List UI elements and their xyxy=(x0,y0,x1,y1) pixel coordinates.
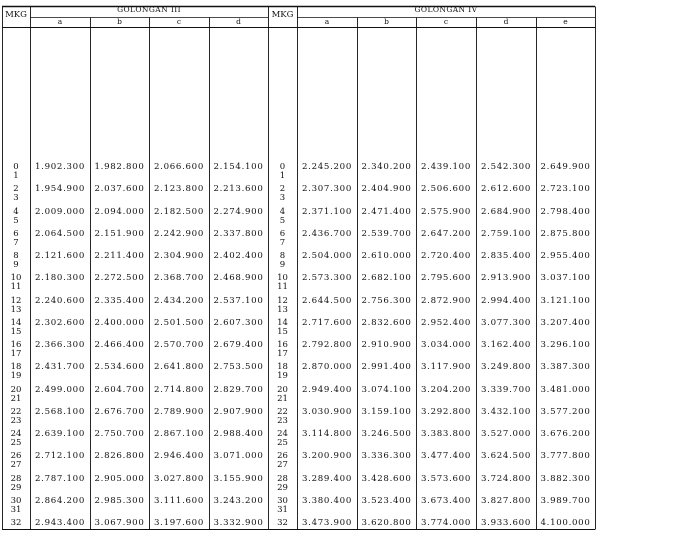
golongan-iii-title: GOLONGAN III xyxy=(117,5,181,14)
mkg-cell-right: 15 xyxy=(277,326,288,337)
salary-cell-g3: 2.907.900 xyxy=(213,406,264,417)
salary-cell-g3: 3.155.900 xyxy=(213,473,264,484)
salary-cell-g4: 3.114.800 xyxy=(301,429,353,439)
salary-cell-g4: 3.577.200 xyxy=(540,406,591,417)
salary-cell-g3: 2.750.700 xyxy=(94,429,145,439)
salary-cell-g3: 2.641.800 xyxy=(153,362,205,373)
mkg-cell-left: 11 xyxy=(10,282,22,293)
mkg-cell-right: 8 xyxy=(279,251,286,261)
salary-cell-g3: 2.789.900 xyxy=(153,406,205,417)
salary-cell-g3: 2.123.800 xyxy=(153,184,205,195)
salary-cell-g3: 3.332.900 xyxy=(213,518,264,528)
salary-cell-g3: 2.568.100 xyxy=(34,406,86,417)
mkg-cell-left: 0 xyxy=(13,162,19,172)
g4-col-a: a xyxy=(324,17,330,26)
mkg-cell-right: 24 xyxy=(277,429,288,439)
mkg-cell-left: 18 xyxy=(10,362,22,373)
salary-cell-g4: 3.933.600 xyxy=(480,518,532,528)
mkg-cell-right: 12 xyxy=(277,295,288,306)
mkg-cell-left: 19 xyxy=(10,371,22,382)
salary-cell-g3: 2.211.400 xyxy=(94,251,145,261)
salary-cell-g3: 2.714.800 xyxy=(153,384,205,395)
salary-cell-g3: 2.368.700 xyxy=(153,273,205,284)
salary-cell-g4: 3.387.300 xyxy=(540,362,591,373)
salary-cell-g4: 3.030.900 xyxy=(301,406,353,417)
salary-cell-g4: 2.307.300 xyxy=(301,184,353,195)
g4-col-d: d xyxy=(503,17,509,26)
salary-cell-g4: 3.204.200 xyxy=(420,384,472,395)
mkg-cell-right: 31 xyxy=(277,504,288,515)
salary-cell-g3: 3.243.200 xyxy=(213,495,264,506)
mkg-cell-left: 6 xyxy=(13,228,19,239)
salary-cell-g3: 2.066.600 xyxy=(153,162,205,172)
salary-cell-g4: 2.795.600 xyxy=(420,273,472,284)
salary-cell-g3: 2.867.100 xyxy=(153,429,205,439)
salary-cell-g4: 2.872.900 xyxy=(420,295,472,306)
mkg-cell-left: 9 xyxy=(13,260,19,270)
salary-cell-g4: 3.724.800 xyxy=(480,473,532,484)
salary-cell-g4: 3.162.400 xyxy=(480,340,532,350)
salary-cell-g4: 2.340.200 xyxy=(361,162,412,172)
mkg-cell-left: 29 xyxy=(10,482,22,493)
mkg-cell-right: 16 xyxy=(277,340,288,350)
salary-cell-g4: 2.682.100 xyxy=(361,273,412,284)
salary-cell-g4: 3.200.900 xyxy=(301,451,353,462)
g3-col-c: c xyxy=(176,17,182,26)
salary-cell-g4: 3.074.100 xyxy=(361,384,412,395)
salary-cell-g4: 2.756.300 xyxy=(361,295,412,306)
salary-cell-g3: 2.302.600 xyxy=(34,317,86,328)
salary-cell-g4: 3.383.800 xyxy=(420,429,472,439)
salary-cell-g4: 3.296.100 xyxy=(540,340,591,350)
salary-cell-g4: 3.428.600 xyxy=(361,473,412,484)
salary-cell-g4: 2.952.400 xyxy=(420,317,472,328)
salary-cell-g3: 2.468.900 xyxy=(213,273,264,284)
salary-cell-g4: 2.610.000 xyxy=(361,251,412,261)
salary-cell-g4: 3.676.200 xyxy=(540,429,591,439)
mkg-cell-right: 9 xyxy=(279,260,286,270)
salary-cell-g4: 3.207.400 xyxy=(540,317,591,328)
salary-cell-g3: 2.676.700 xyxy=(94,406,145,417)
salary-cell-g4: 2.875.800 xyxy=(540,228,591,239)
salary-cell-g3: 2.985.300 xyxy=(94,495,145,506)
salary-cell-g3: 2.434.200 xyxy=(153,295,205,306)
g3-col-a: a xyxy=(57,17,63,26)
mkg-cell-right: 13 xyxy=(277,304,288,315)
salary-cell-g4: 2.949.400 xyxy=(301,384,353,395)
mkg-cell-right: 32 xyxy=(277,518,288,528)
salary-cell-g4: 3.523.400 xyxy=(361,495,412,506)
salary-cell-g3: 2.337.800 xyxy=(213,228,264,239)
salary-cell-g4: 2.539.700 xyxy=(361,228,412,239)
salary-cell-g3: 2.905.000 xyxy=(94,473,145,484)
salary-cell-g3: 2.402.400 xyxy=(213,251,264,261)
mkg-cell-left: 7 xyxy=(13,237,19,248)
salary-cell-g3: 2.009.000 xyxy=(34,206,86,217)
salary-cell-g4: 3.777.800 xyxy=(540,451,591,462)
mkg-cell-left: 13 xyxy=(10,304,22,315)
mkg-cell-right: 1 xyxy=(279,171,286,181)
salary-cell-g3: 2.213.600 xyxy=(213,184,264,195)
salary-cell-g4: 3.477.400 xyxy=(420,451,472,462)
salary-cell-g4: 3.117.900 xyxy=(420,362,472,373)
salary-cell-g3: 2.242.900 xyxy=(153,228,205,239)
salary-cell-g3: 2.607.300 xyxy=(213,317,264,328)
mkg-cell-left: 20 xyxy=(10,384,22,395)
mkg-cell-left: 12 xyxy=(10,295,22,306)
salary-cell-g4: 2.717.600 xyxy=(301,317,353,328)
salary-cell-g3: 3.197.600 xyxy=(153,518,205,528)
mkg-cell-left: 32 xyxy=(10,518,22,528)
salary-cell-g4: 2.792.800 xyxy=(301,340,353,350)
salary-cell-g4: 3.573.600 xyxy=(420,473,472,484)
mkg-cell-left: 15 xyxy=(10,326,22,337)
mkg-cell-right: 4 xyxy=(279,206,286,217)
mkg-cell-right: 19 xyxy=(277,371,288,382)
mkg-cell-right: 2 xyxy=(279,184,286,195)
mkg-cell-right: 30 xyxy=(277,495,288,506)
salary-cell-g3: 2.988.400 xyxy=(213,429,264,439)
salary-cell-g3: 2.272.500 xyxy=(94,273,145,284)
mkg-cell-right: 10 xyxy=(277,273,288,284)
salary-cell-g3: 2.639.100 xyxy=(34,429,86,439)
salary-cell-g4: 2.504.000 xyxy=(301,251,353,261)
salary-cell-g3: 2.534.600 xyxy=(94,362,145,373)
salary-cell-g3: 2.712.100 xyxy=(34,451,86,462)
g4-col-b: b xyxy=(384,17,389,26)
mkg-cell-left: 10 xyxy=(10,273,22,284)
mkg-cell-right: 21 xyxy=(277,393,288,404)
mkg-cell-left: 26 xyxy=(10,451,22,462)
mkg-cell-right: 22 xyxy=(277,406,288,417)
mkg-cell-right: 18 xyxy=(277,362,288,373)
salary-cell-g3: 2.121.600 xyxy=(34,251,86,261)
salary-cell-g3: 1.954.900 xyxy=(34,184,86,195)
g4-col-e: e xyxy=(563,17,568,26)
salary-cell-g4: 2.870.000 xyxy=(301,362,353,373)
salary-cell-g3: 2.787.100 xyxy=(34,473,86,484)
salary-cell-g4: 2.471.400 xyxy=(361,206,412,217)
mkg-cell-left: 2 xyxy=(13,184,19,195)
mkg-cell-left: 28 xyxy=(10,473,22,484)
salary-cell-g4: 2.506.600 xyxy=(420,184,472,195)
salary-cell-g4: 2.439.100 xyxy=(420,162,472,172)
mkg-cell-left: 3 xyxy=(13,193,19,204)
salary-cell-g3: 2.151.900 xyxy=(94,228,145,239)
salary-cell-g3: 2.604.700 xyxy=(94,384,145,395)
mkg-cell-left: 1 xyxy=(13,171,19,181)
mkg-cell-left: 21 xyxy=(10,393,22,404)
salary-cell-g4: 3.481.000 xyxy=(540,384,591,395)
salary-cell-g3: 2.753.500 xyxy=(213,362,264,373)
salary-cell-g3: 2.501.500 xyxy=(153,317,205,328)
salary-cell-g4: 3.624.500 xyxy=(480,451,532,462)
salary-cell-g4: 2.612.600 xyxy=(480,184,532,195)
salary-cell-g4: 3.246.500 xyxy=(361,429,412,439)
salary-cell-g4: 2.723.100 xyxy=(540,184,591,195)
salary-cell-g3: 2.400.000 xyxy=(94,317,145,328)
mkg-cell-right: 14 xyxy=(277,317,288,328)
salary-cell-g4: 2.647.200 xyxy=(420,228,472,239)
salary-cell-g3: 2.240.600 xyxy=(34,295,86,306)
salary-cell-g3: 2.864.200 xyxy=(34,495,86,506)
salary-cell-g4: 3.289.400 xyxy=(301,473,353,484)
salary-cell-g4: 2.910.900 xyxy=(361,340,412,350)
mkg-cell-left: 16 xyxy=(10,340,22,350)
salary-cell-g3: 2.537.100 xyxy=(213,295,264,306)
mkg-cell-right: 25 xyxy=(277,438,288,448)
salary-cell-g3: 2.943.400 xyxy=(34,518,86,528)
salary-cell-g4: 2.644.500 xyxy=(301,295,353,306)
salary-cell-g4: 2.759.100 xyxy=(480,228,532,239)
salary-cell-g4: 3.034.000 xyxy=(420,340,472,350)
salary-cell-g3: 3.067.900 xyxy=(94,518,145,528)
salary-cell-g3: 3.111.600 xyxy=(153,495,205,506)
salary-cell-g4: 3.159.100 xyxy=(361,406,412,417)
salary-cell-g4: 2.371.100 xyxy=(301,206,353,217)
salary-cell-g4: 2.575.900 xyxy=(420,206,472,217)
salary-cell-g3: 2.829.700 xyxy=(213,384,264,395)
salary-cell-g3: 2.094.000 xyxy=(94,206,145,217)
salary-cell-g3: 2.154.100 xyxy=(213,162,264,172)
salary-cell-g4: 3.432.100 xyxy=(480,406,532,417)
mkg-header-right: MKG xyxy=(271,10,294,20)
salary-cell-g3: 2.431.700 xyxy=(34,362,86,373)
mkg-cell-right: 3 xyxy=(279,193,286,204)
salary-cell-g4: 3.339.700 xyxy=(480,384,532,395)
salary-cell-g4: 3.882.300 xyxy=(540,473,591,484)
salary-cell-g4: 3.292.800 xyxy=(420,406,472,417)
mkg-cell-right: 5 xyxy=(279,215,286,226)
salary-cell-g4: 3.473.900 xyxy=(301,518,353,528)
salary-cell-g3: 2.466.400 xyxy=(94,340,145,350)
salary-cell-g3: 2.180.300 xyxy=(34,273,86,284)
salary-cell-g4: 2.245.200 xyxy=(301,162,353,172)
salary-cell-g4: 3.336.300 xyxy=(361,451,412,462)
salary-cell-g4: 3.037.100 xyxy=(540,273,591,284)
mkg-cell-right: 27 xyxy=(277,460,288,471)
mkg-cell-right: 29 xyxy=(277,482,288,493)
mkg-cell-right: 11 xyxy=(277,282,288,293)
mkg-cell-left: 14 xyxy=(10,317,22,328)
salary-cell-g4: 3.527.000 xyxy=(480,429,532,439)
salary-cell-g4: 2.573.300 xyxy=(301,273,353,284)
salary-cell-g4: 3.121.100 xyxy=(540,295,591,306)
salary-cell-g3: 3.071.000 xyxy=(213,451,264,462)
mkg-cell-left: 17 xyxy=(10,349,22,359)
salary-cell-g4: 2.994.400 xyxy=(480,295,532,306)
salary-cell-g4: 3.620.800 xyxy=(361,518,412,528)
golongan-iv-title: GOLONGAN IV xyxy=(414,5,478,14)
salary-cell-g4: 3.249.800 xyxy=(480,362,532,373)
salary-cell-g3: 2.679.400 xyxy=(213,340,264,350)
salary-cell-g4: 2.913.900 xyxy=(480,273,532,284)
salary-cell-g4: 2.404.900 xyxy=(361,184,412,195)
salary-cell-g4: 2.798.400 xyxy=(540,206,591,217)
salary-cell-g3: 2.826.800 xyxy=(94,451,145,462)
salary-cell-g4: 2.835.400 xyxy=(480,251,532,261)
mkg-cell-right: 23 xyxy=(277,415,288,426)
salary-cell-g3: 1.982.800 xyxy=(94,162,145,172)
mkg-cell-right: 6 xyxy=(279,228,286,239)
salary-cell-g4: 3.077.300 xyxy=(480,317,532,328)
salary-cell-g3: 2.274.900 xyxy=(213,206,264,217)
salary-cell-g4: 3.774.000 xyxy=(420,518,472,528)
mkg-cell-right: 17 xyxy=(277,349,288,359)
mkg-cell-left: 8 xyxy=(13,251,19,261)
salary-cell-g4: 2.684.900 xyxy=(480,206,532,217)
salary-cell-g4: 2.649.900 xyxy=(540,162,591,172)
salary-cell-g4: 2.720.400 xyxy=(420,251,472,261)
salary-cell-g3: 2.499.000 xyxy=(34,384,86,395)
salary-cell-g3: 2.366.300 xyxy=(34,340,86,350)
salary-cell-g4: 2.832.600 xyxy=(361,317,412,328)
salary-cell-g3: 3.027.800 xyxy=(153,473,205,484)
salary-cell-g4: 3.827.800 xyxy=(480,495,532,506)
mkg-cell-left: 25 xyxy=(10,438,22,448)
mkg-cell-left: 24 xyxy=(10,429,22,439)
mkg-cell-left: 27 xyxy=(10,460,22,471)
salary-cell-g3: 2.304.900 xyxy=(153,251,205,261)
salary-cell-g4: 3.989.700 xyxy=(540,495,591,506)
salary-cell-g3: 2.335.400 xyxy=(94,295,145,306)
mkg-cell-right: 7 xyxy=(279,237,286,248)
mkg-header-left: MKG xyxy=(5,10,27,20)
salary-cell-g4: 3.380.400 xyxy=(301,495,353,506)
salary-cell-g3: 2.182.500 xyxy=(153,206,205,217)
salary-cell-g3: 2.570.700 xyxy=(153,340,205,350)
salary-cell-g4: 2.955.400 xyxy=(540,251,591,261)
salary-cell-g3: 2.946.400 xyxy=(153,451,205,462)
salary-cell-g4: 2.436.700 xyxy=(301,228,353,239)
mkg-cell-left: 4 xyxy=(13,206,19,217)
g4-col-c: c xyxy=(443,17,449,26)
mkg-cell-right: 28 xyxy=(277,473,288,484)
salary-cell-g3: 2.064.500 xyxy=(34,228,86,239)
mkg-cell-left: 30 xyxy=(10,495,22,506)
mkg-cell-right: 20 xyxy=(277,384,288,395)
salary-cell-g4: 4.100.000 xyxy=(540,518,591,528)
mkg-cell-left: 23 xyxy=(10,415,22,426)
g3-col-d: d xyxy=(236,17,241,26)
salary-cell-g3: 2.037.600 xyxy=(94,184,145,195)
salary-cell-g3: 1.902.300 xyxy=(34,162,86,172)
g3-col-b: b xyxy=(117,17,122,26)
mkg-cell-left: 22 xyxy=(10,406,22,417)
salary-cell-g4: 3.673.400 xyxy=(420,495,472,506)
mkg-cell-right: 26 xyxy=(277,451,288,462)
mkg-cell-right: 0 xyxy=(279,162,286,172)
salary-cell-g4: 2.542.300 xyxy=(480,162,532,172)
mkg-cell-left: 5 xyxy=(13,215,19,226)
mkg-cell-left: 31 xyxy=(10,504,22,515)
salary-cell-g4: 2.991.400 xyxy=(361,362,412,373)
